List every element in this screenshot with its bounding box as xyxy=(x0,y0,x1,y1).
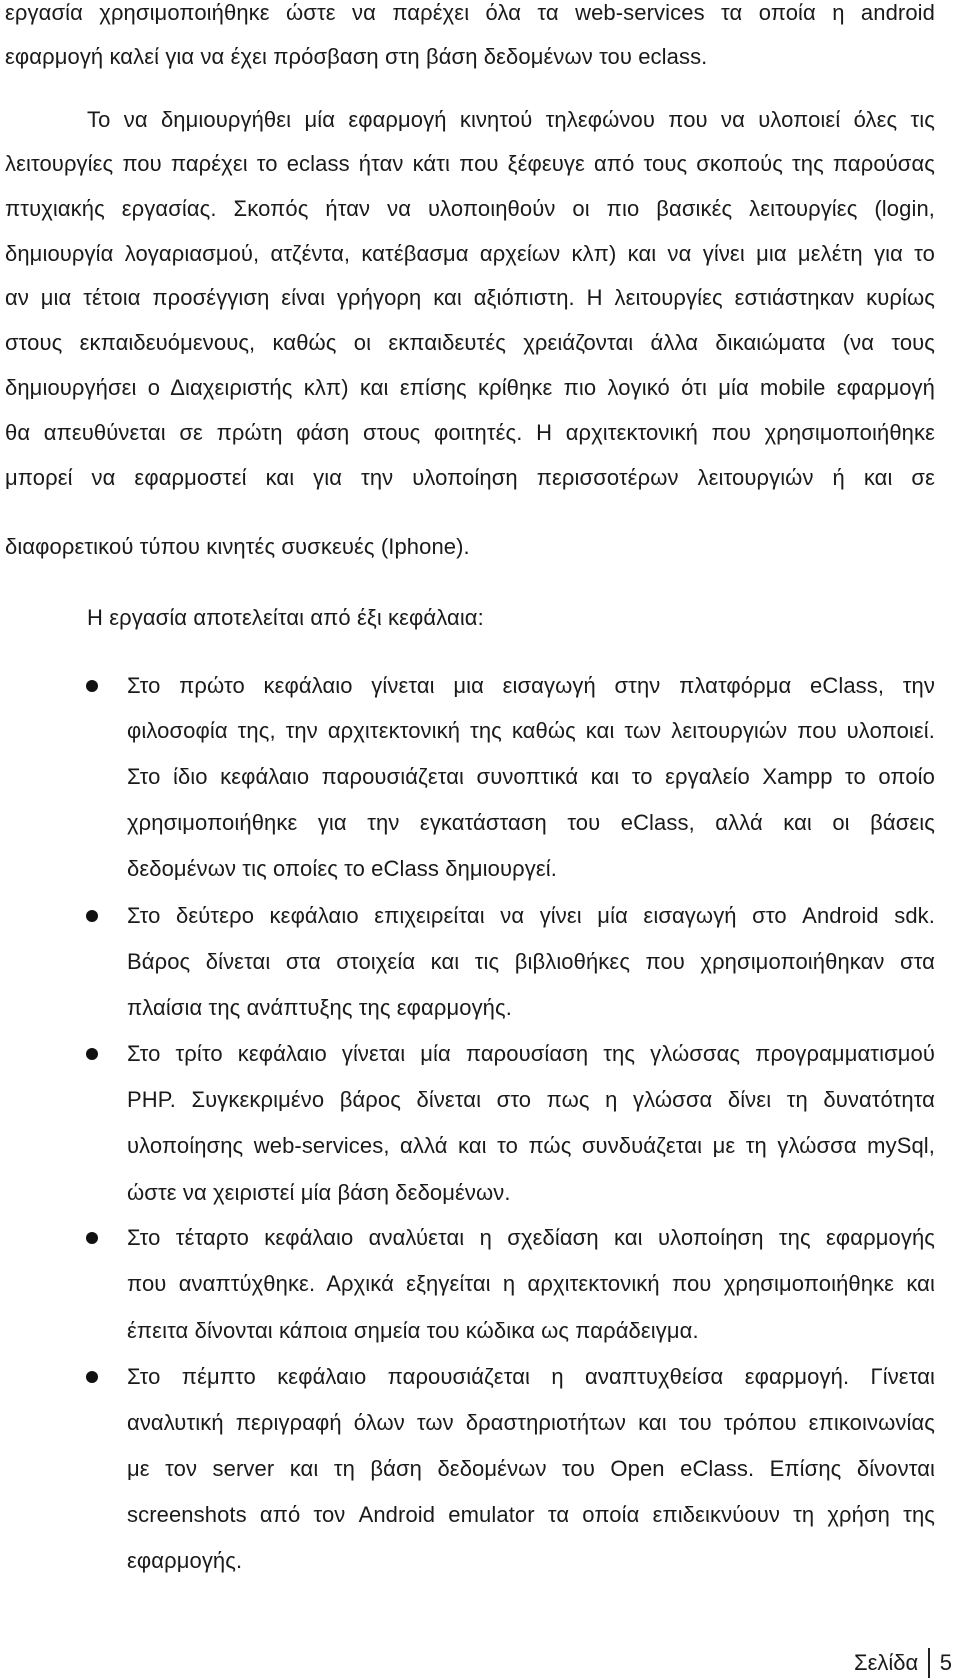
bullet-4-line-3: έπειτα δίνονται κάποια σημεία του κώδικα ως παράδειγμα. xyxy=(127,1318,699,1343)
para2-line-8: θα απευθύνεται σε πρώτη φάση στους φοιτητές. Η αρχιτεκτονική που χρησιμοποιήθηκε xyxy=(5,420,935,445)
bullet-5-line-1: Στο πέμπτο κεφάλαιο παρουσιάζεται η αναπτυχθείσα εφαρμογή. Γίνεται xyxy=(127,1364,935,1389)
para2-line-9: μπορεί να εφαρμοστεί και για την υλοποίηση περισσοτέρων λειτουργιών ή και σε xyxy=(5,465,935,490)
para2-line-3: πτυχιακής εργασίας. Σκοπός ήταν να υλοποιηθούν οι πιο βασικές λειτουργίες (login, xyxy=(5,196,935,221)
bullet-3-line-3: υλοποίησης web-services, αλλά και το πώς συνδυάζεται με τη γλώσσα mySql, xyxy=(127,1133,935,1158)
para2-line-4: δημιουργία λογαριασμού, ατζέντα, κατέβασμα αρχείων κλπ) και να γίνει μια μελέτη για το xyxy=(5,241,935,266)
bullet-1-line-1: Στο πρώτο κεφάλαιο γίνεται μια εισαγωγή στην πλατφόρμα eClass, την xyxy=(127,673,935,698)
page-footer xyxy=(854,1648,952,1678)
bullet-3-line-1: Στο τρίτο κεφάλαιο γίνεται μία παρουσίαση της γλώσσας προγραμματισμού xyxy=(127,1041,935,1066)
para2-line-10: διαφορετικού τύπου κινητές συσκευές (Iphone). xyxy=(5,534,470,559)
para2-line-6: στους εκπαιδευόμενους, καθώς οι εκπαιδευτές χρειάζονται άλλα δικαιώματα (να τους xyxy=(5,330,935,355)
bullet-3-line-2: PHP. Συγκεκριμένο βάρος δίνεται στο πως η γλώσσα δίνει τη δυνατότητα xyxy=(127,1087,935,1112)
bullet-dot-2 xyxy=(86,910,98,922)
bullet-5-line-5: εφαρμογής. xyxy=(127,1548,243,1573)
bullet-2-line-1: Στο δεύτερο κεφάλαιο επιχειρείται να γίνει μία εισαγωγή στο Android sdk. xyxy=(127,903,935,928)
chapters-intro: Η εργασία αποτελείται από έξι κεφάλαια: xyxy=(87,605,484,630)
bullet-4-line-2: που αναπτύχθηκε. Αρχικά εξηγείται η αρχιτεκτονική που χρησιμοποιήθηκε και xyxy=(127,1271,935,1296)
footer-page-label: Σελίδα xyxy=(853,1650,919,1675)
para2-line-7: δημιουργήσει ο Διαχειριστής κλπ) και επίσης κρίθηκε πιο λογικό ότι μία mobile εφαρμογή xyxy=(5,375,935,400)
bullet-1-line-5: δεδομένων τις οποίες το eClass δημιουργεί. xyxy=(127,856,557,881)
para2-line-1: Το να δημιουργήθει μία εφαρμογή κινητού τηλεφώνου που να υλοποιεί όλες τις xyxy=(87,107,935,132)
bullet-1-line-4: χρησιμοποιήθηκε για την εγκατάσταση του eClass, αλλά και οι βάσεις xyxy=(127,810,935,835)
bullet-1-line-2: φιλοσοφία της, την αρχιτεκτονική της καθώς και των λειτουργιών που υλοποιεί. xyxy=(127,718,935,743)
bullet-5-line-3: με τον server και τη βάση δεδομένων του Open eClass. Επίσης δίνονται xyxy=(127,1456,935,1481)
bullet-3-line-4: ώστε να χειριστεί μία βάση δεδομένων. xyxy=(127,1180,511,1205)
para2-line-5: αν μια τέτοια προσέγγιση είναι γρήγορη και αξιόπιστη. Η λειτουργίες εστιάστηκαν κυρίως xyxy=(5,285,935,310)
bullet-2-line-2: Βάρος δίνεται στα στοιχεία και τις βιβλιοθήκες που χρησιμοποιήθηκαν στα xyxy=(127,949,935,974)
bullet-dot-4 xyxy=(86,1232,98,1244)
intro-line-2: εφαρμογή καλεί για να έχει πρόσβαση στη βάση δεδομένων του eclass. xyxy=(5,44,708,69)
bullet-dot-1 xyxy=(86,680,98,692)
bullet-5-line-2: αναλυτική περιγραφή όλων των δραστηριοτήτων και του τρόπου επικοινωνίας xyxy=(127,1410,935,1435)
bullet-dot-5 xyxy=(86,1371,98,1383)
bullet-1-line-3: Στο ίδιο κεφάλαιο παρουσιάζεται συνοπτικά και το εργαλείο Xampp το οποίο xyxy=(127,764,935,789)
bullet-5-line-4: screenshots από τον Android emulator τα οποία επιδεικνύουν τη χρήση της xyxy=(127,1502,935,1527)
para2-line-2: λειτουργίες που παρέχει το eclass ήταν κάτι που ξέφευγε από τους σκοπούς της παρούσας xyxy=(5,151,935,176)
intro-line-1: εργασία χρησιμοποιήθηκε ώστε να παρέχει όλα τα web-services τα οποία η android xyxy=(5,0,935,25)
bullet-4-line-1: Στο τέταρτο κεφάλαιο αναλύεται η σχεδίαση και υλοποίηση της εφαρμογής xyxy=(127,1225,935,1250)
footer-page-number: 5 xyxy=(939,1650,952,1675)
bullet-dot-3 xyxy=(86,1048,98,1060)
bullet-2-line-3: πλαίσια της ανάπτυξης της εφαρμογής. xyxy=(127,995,512,1020)
